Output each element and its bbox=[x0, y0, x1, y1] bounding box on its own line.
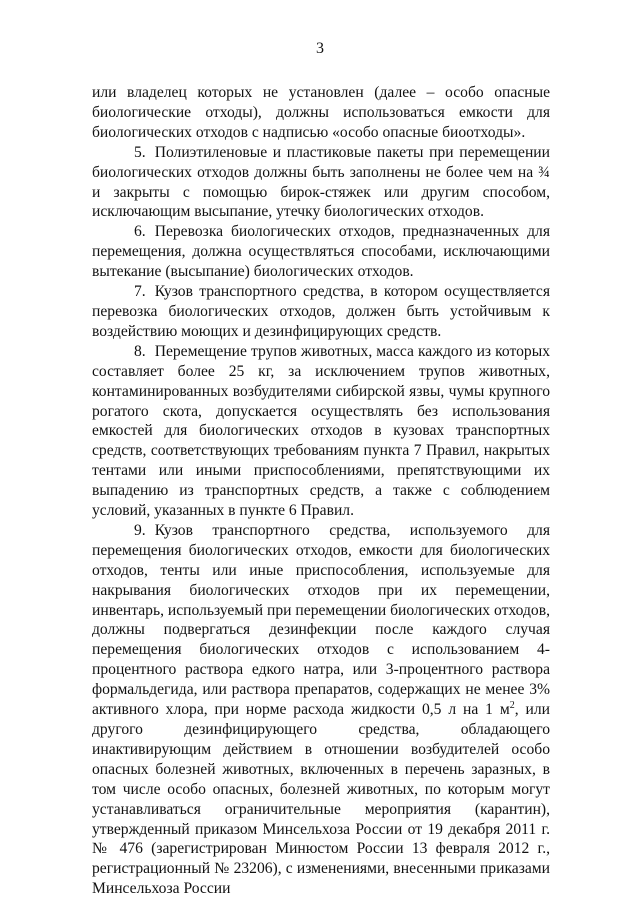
paragraph-number: 9. bbox=[134, 521, 146, 539]
paragraph-7 bbox=[92, 282, 550, 342]
paragraph-text: Кузов транспортного средства, используемого для перемещения биологических отходов, емкости для биологических отходов, тенты или иные приспособления, используемые для накрывания биологических отходов при их перемещении, инвентарь, используемый при перемещении биологических отходов, должны подвергаться дезинфекции после каждого случая перемещения биологических отходов с использованием 4-процентного раствора едкого натра, или 3-процентного раствора формальдегида, или раствора препаратов, содержащих не менее 3% активного хлора, при норме расхода жидкости 0,5 л на 1 м bbox=[92, 521, 550, 719]
paragraph-9 bbox=[92, 521, 550, 899]
document-body bbox=[92, 83, 550, 899]
paragraph-number: 7. bbox=[134, 283, 146, 301]
paragraph-text: Перемещение трупов животных, масса каждого из которых составляет более 25 кг, за исключением трупов животных, контаминированных возбудителями сибирской язвы, чумы крупного рогатого скота, допускается осуществлять без использования емкостей для биологических отходов в кузовах транспортных средств, соответствующих требованиям пункта 7 Правил, накрытых тентами или иными приспособлениями, препятствующими их выпадению из транспортных средств, а также с соблюдением условий, указанных в пункте 6 Правил. bbox=[92, 342, 550, 520]
paragraph-6 bbox=[92, 222, 550, 282]
paragraph-8 bbox=[92, 342, 550, 521]
paragraph-5 bbox=[92, 143, 550, 223]
paragraph-text: Полиэтиленовые и пластиковые пакеты при перемещении биологических отходов должны быть заполнены не более чем на ¾ и закрыты с помощью бирок-стяжек или другим способом, исключающим высыпание, утечку биологических отходов. bbox=[92, 143, 550, 221]
paragraph-number: 5. bbox=[134, 143, 146, 161]
paragraph-text: или владелец которых не установлен (далее – особо опасные биологические отходы), должны использоваться емкости для биологических отходов с надписью «особо опасные биоотходы». bbox=[92, 84, 550, 141]
paragraph-number: 8. bbox=[134, 342, 146, 360]
superscript: 2 bbox=[509, 699, 515, 711]
paragraph-text: Перевозка биологических отходов, предназначенных для перемещения, должна осуществляться способами, исключающими вытекание (высыпание) биологических отходов. bbox=[92, 223, 550, 281]
paragraph-text: Кузов транспортного средства, в котором осуществляется перевозка биологических отходов, должен быть устойчивым к воздействию моющих и дезинфицирующих средств. bbox=[92, 283, 550, 340]
paragraph-number: 6. bbox=[134, 223, 146, 241]
paragraph-text-continued: , или другого дезинфицирующего средства, обладающего инактивирующим действием в отношении возбудителей особо опасных болезней животных, включенных в перечень заразных, в том числе особо опасных, болезней животных, по которым могут устанавливаться ограничительные мероприятия (карантин), утвержденный приказом Минсельхоза России от 19 декабря 2011 г. № 476 (зарегистрирован Минюстом России 13 февраля 2012 г., регистрационный № 23206), с изменениями, внесенными приказами Минсельхоза России bbox=[92, 701, 550, 898]
page-number: 3 bbox=[316, 40, 324, 57]
paragraph-4-continuation bbox=[92, 83, 550, 143]
